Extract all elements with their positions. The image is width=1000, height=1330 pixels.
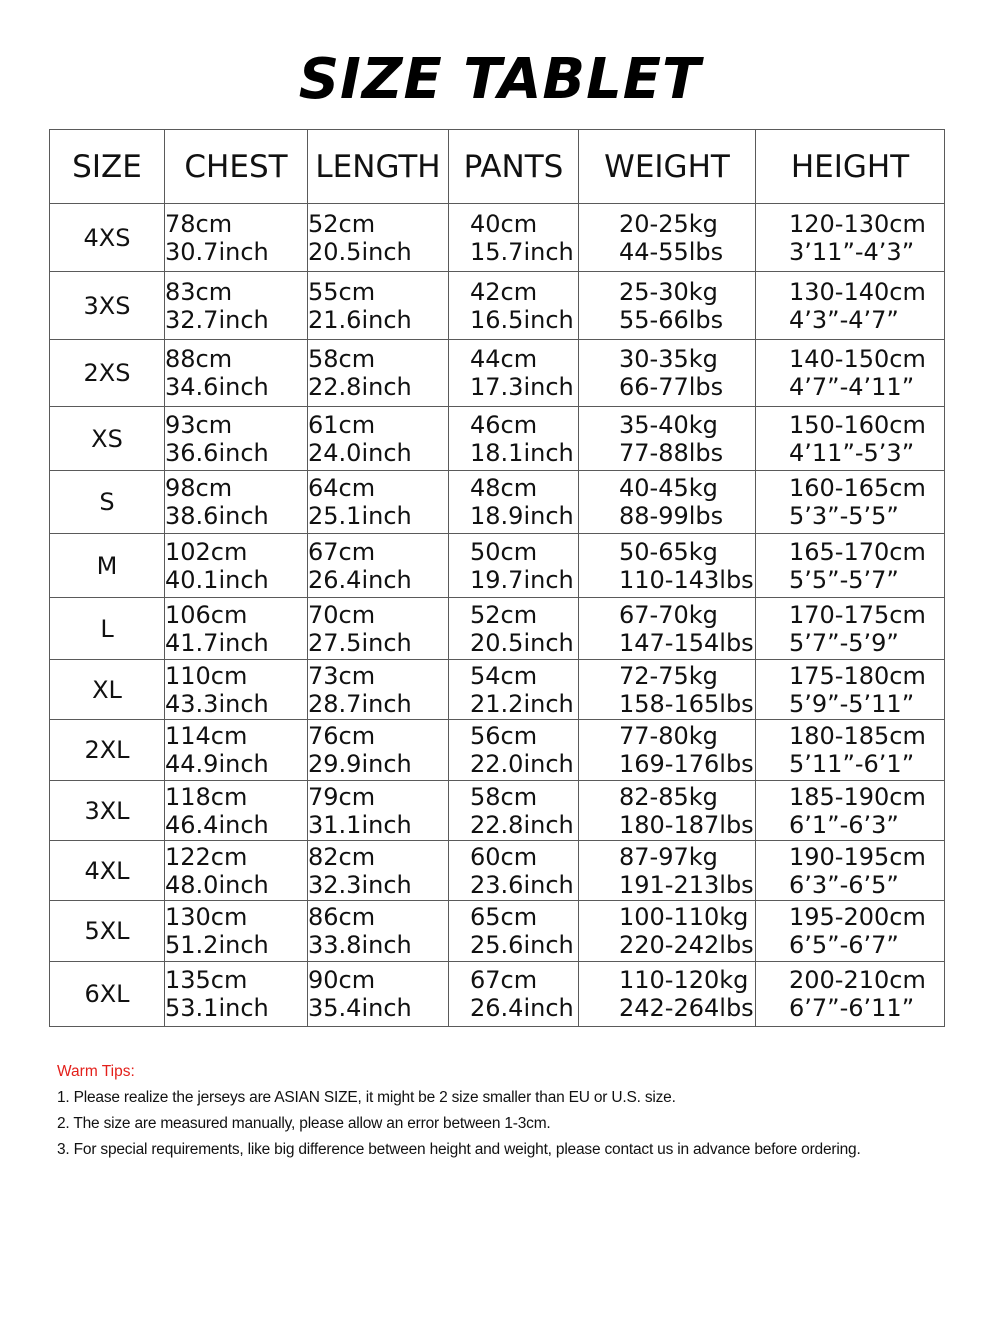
height-imperial: 6’5”-6’7” [789,931,899,959]
height-cell [756,272,945,340]
length-cell [308,534,449,598]
chest-cell [165,471,308,534]
pants-metric: 65cm [470,903,538,931]
length-cell [308,340,449,407]
weight-imperial: 110-143lbs [619,565,754,594]
chest-metric: 106cm [165,600,248,629]
pants-metric: 50cm [470,537,538,566]
chest-metric: 83cm [165,277,233,306]
chest-metric: 102cm [165,537,248,566]
height-cell [756,471,945,534]
height-metric: 150-160cm [789,410,926,439]
length-metric: 67cm [308,537,376,566]
pants-cell [449,534,579,598]
pants-cell [449,901,579,962]
chest-metric: 118cm [165,782,248,811]
pants-imperial: 22.8inch [470,810,574,839]
length-imperial: 31.1inch [308,810,412,839]
tips-title: Warm Tips: [57,1063,135,1080]
chest-metric: 130cm [165,903,248,931]
height-imperial: 5’7”-5’9” [789,628,899,657]
pants-metric: 60cm [470,842,538,871]
size-cell: 2XS [50,340,165,407]
chest-cell [165,598,308,660]
pants-cell [449,471,579,534]
size-cell: XL [50,660,165,720]
height-metric: 195-200cm [789,903,926,931]
table-row [50,471,945,534]
pants-imperial: 23.6inch [470,870,574,899]
table-row [50,407,945,471]
chest-metric: 110cm [165,661,248,690]
height-metric: 185-190cm [789,782,926,811]
chest-cell [165,272,308,340]
size-cell: XS [50,407,165,471]
size-cell: 2XL [50,720,165,781]
weight-metric: 50-65kg [619,537,718,566]
length-imperial: 25.1inch [308,502,412,530]
height-metric: 130-140cm [789,277,926,306]
weight-imperial: 44-55lbs [619,237,724,266]
height-imperial: 6’3”-6’5” [789,870,899,899]
length-cell [308,598,449,660]
chest-metric: 122cm [165,842,248,871]
header-pants: PANTS [449,130,579,204]
table-body [50,204,945,1027]
length-cell [308,720,449,781]
table-row [50,660,945,720]
length-cell [308,407,449,471]
chest-cell [165,534,308,598]
height-metric: 140-150cm [789,345,926,373]
weight-metric: 20-25kg [619,209,718,238]
size-cell: M [50,534,165,598]
size-cell: 4XS [50,204,165,272]
length-imperial: 35.4inch [308,994,412,1022]
weight-imperial: 77-88lbs [619,438,724,467]
weight-cell [579,962,756,1027]
chest-metric: 135cm [165,966,248,994]
length-imperial: 21.6inch [308,305,412,334]
weight-metric: 35-40kg [619,410,718,439]
pants-imperial: 17.3inch [470,373,574,401]
height-metric: 165-170cm [789,537,926,566]
weight-cell [579,272,756,340]
height-cell [756,781,945,841]
height-imperial: 5’5”-5’7” [789,565,899,594]
pants-imperial: 22.0inch [470,750,574,778]
height-imperial: 4’3”-4’7” [789,305,899,334]
length-metric: 70cm [308,600,376,629]
height-imperial: 6’1”-6’3” [789,810,899,839]
pants-metric: 42cm [470,277,538,306]
length-cell [308,781,449,841]
chest-cell [165,340,308,407]
size-cell: 6XL [50,962,165,1027]
length-cell [308,841,449,901]
height-imperial: 4’7”-4’11” [789,373,915,401]
table-row [50,534,945,598]
weight-cell [579,340,756,407]
pants-metric: 58cm [470,782,538,811]
size-cell: S [50,471,165,534]
weight-metric: 100-110kg [619,903,749,931]
length-cell [308,962,449,1027]
length-metric: 52cm [308,209,376,238]
chest-imperial: 30.7inch [165,237,269,266]
length-cell [308,660,449,720]
weight-metric: 25-30kg [619,277,718,306]
chest-imperial: 43.3inch [165,689,269,718]
height-cell [756,962,945,1027]
size-cell: L [50,598,165,660]
length-metric: 86cm [308,903,376,931]
height-imperial: 3’11”-4’3” [789,237,915,266]
length-imperial: 22.8inch [308,373,412,401]
height-metric: 160-165cm [789,474,926,502]
size-cell: 3XL [50,781,165,841]
length-cell [308,901,449,962]
weight-imperial: 66-77lbs [619,373,724,401]
height-cell [756,204,945,272]
chest-imperial: 53.1inch [165,994,269,1022]
weight-imperial: 242-264lbs [619,994,754,1022]
chest-cell [165,660,308,720]
weight-metric: 67-70kg [619,600,718,629]
pants-metric: 56cm [470,722,538,750]
weight-metric: 30-35kg [619,345,718,373]
pants-metric: 48cm [470,474,538,502]
pants-cell [449,598,579,660]
chest-metric: 88cm [165,345,233,373]
weight-cell [579,407,756,471]
size-cell: 5XL [50,901,165,962]
pants-metric: 67cm [470,966,538,994]
height-metric: 200-210cm [789,966,926,994]
length-metric: 79cm [308,782,376,811]
weight-cell [579,660,756,720]
pants-imperial: 25.6inch [470,931,574,959]
weight-metric: 72-75kg [619,661,718,690]
length-imperial: 33.8inch [308,931,412,959]
chest-imperial: 46.4inch [165,810,269,839]
header-chest: CHEST [165,130,308,204]
height-cell [756,407,945,471]
length-metric: 64cm [308,474,376,502]
pants-cell [449,720,579,781]
pants-metric: 54cm [470,661,538,690]
chest-metric: 114cm [165,722,248,750]
chest-imperial: 32.7inch [165,305,269,334]
length-metric: 55cm [308,277,376,306]
pants-cell [449,781,579,841]
chest-cell [165,901,308,962]
pants-cell [449,407,579,471]
pants-metric: 52cm [470,600,538,629]
height-metric: 120-130cm [789,209,926,238]
chest-cell [165,962,308,1027]
chest-imperial: 34.6inch [165,373,269,401]
weight-cell [579,471,756,534]
height-imperial: 5’11”-6’1” [789,750,915,778]
weight-imperial: 158-165lbs [619,689,754,718]
length-metric: 58cm [308,345,376,373]
table-row [50,962,945,1027]
tip-item-2: 2. The size are measured manually, please allow an error between 1-3cm. [57,1115,551,1132]
weight-cell [579,598,756,660]
length-imperial: 20.5inch [308,237,412,266]
weight-cell [579,781,756,841]
page-title: SIZE TABLET [298,47,702,112]
weight-imperial: 147-154lbs [619,628,754,657]
height-cell [756,534,945,598]
length-metric: 82cm [308,842,376,871]
weight-metric: 87-97kg [619,842,718,871]
pants-imperial: 20.5inch [470,628,574,657]
length-cell [308,471,449,534]
length-imperial: 26.4inch [308,565,412,594]
height-metric: 180-185cm [789,722,926,750]
chest-imperial: 41.7inch [165,628,269,657]
chest-cell [165,407,308,471]
tip-item-3: 3. For special requirements, like big difference between height and weight, please contact us in advance before ordering. [57,1141,861,1158]
size-cell: 4XL [50,841,165,901]
pants-imperial: 16.5inch [470,305,574,334]
chest-metric: 93cm [165,410,233,439]
tip-item-1: 1. Please realize the jerseys are ASIAN SIZE, it might be 2 size smaller than EU or U.S. size. [57,1089,676,1106]
length-imperial: 24.0inch [308,438,412,467]
chest-metric: 78cm [165,209,233,238]
height-cell [756,901,945,962]
weight-metric: 110-120kg [619,966,749,994]
weight-cell [579,901,756,962]
height-imperial: 5’9”-5’11” [789,689,915,718]
chest-imperial: 40.1inch [165,565,269,594]
pants-metric: 40cm [470,209,538,238]
chest-cell [165,720,308,781]
pants-imperial: 21.2inch [470,689,574,718]
weight-metric: 77-80kg [619,722,718,750]
chest-cell [165,781,308,841]
table-row [50,340,945,407]
height-cell [756,340,945,407]
height-metric: 175-180cm [789,661,926,690]
weight-cell [579,204,756,272]
weight-cell [579,720,756,781]
weight-cell [579,841,756,901]
header-weight: WEIGHT [579,130,756,204]
chest-imperial: 51.2inch [165,931,269,959]
height-metric: 190-195cm [789,842,926,871]
pants-metric: 46cm [470,410,538,439]
weight-cell [579,534,756,598]
chest-imperial: 44.9inch [165,750,269,778]
table-header-row [50,130,945,204]
table-row [50,598,945,660]
table-row [50,841,945,901]
length-imperial: 28.7inch [308,689,412,718]
length-imperial: 32.3inch [308,870,412,899]
chest-metric: 98cm [165,474,233,502]
header-size: SIZE [50,130,165,204]
pants-cell [449,340,579,407]
pants-cell [449,841,579,901]
length-imperial: 27.5inch [308,628,412,657]
height-cell [756,720,945,781]
chest-imperial: 48.0inch [165,870,269,899]
chest-cell [165,841,308,901]
size-cell: 3XS [50,272,165,340]
table-row [50,781,945,841]
weight-imperial: 169-176lbs [619,750,754,778]
chest-imperial: 36.6inch [165,438,269,467]
pants-cell [449,962,579,1027]
length-cell [308,204,449,272]
pants-imperial: 18.9inch [470,502,574,530]
table-row [50,204,945,272]
pants-imperial: 26.4inch [470,994,574,1022]
warm-tips [57,1062,987,1166]
height-cell [756,598,945,660]
weight-imperial: 180-187lbs [619,810,754,839]
weight-imperial: 220-242lbs [619,931,754,959]
length-metric: 73cm [308,661,376,690]
table-row [50,901,945,962]
weight-imperial: 55-66lbs [619,305,724,334]
pants-cell [449,272,579,340]
weight-imperial: 191-213lbs [619,870,754,899]
table-row [50,272,945,340]
length-imperial: 29.9inch [308,750,412,778]
length-metric: 90cm [308,966,376,994]
size-table [49,129,945,1027]
length-metric: 61cm [308,410,376,439]
header-length: LENGTH [308,130,449,204]
height-cell [756,841,945,901]
height-imperial: 5’3”-5’5” [789,502,899,530]
pants-imperial: 18.1inch [470,438,574,467]
pants-imperial: 19.7inch [470,565,574,594]
weight-imperial: 88-99lbs [619,502,724,530]
chest-imperial: 38.6inch [165,502,269,530]
weight-metric: 40-45kg [619,474,718,502]
table-row [50,720,945,781]
height-imperial: 4’11”-5’3” [789,438,915,467]
pants-cell [449,660,579,720]
height-cell [756,660,945,720]
weight-metric: 82-85kg [619,782,718,811]
height-imperial: 6’7”-6’11” [789,994,915,1022]
length-metric: 76cm [308,722,376,750]
height-metric: 170-175cm [789,600,926,629]
header-height: HEIGHT [756,130,945,204]
chest-cell [165,204,308,272]
pants-metric: 44cm [470,345,538,373]
pants-cell [449,204,579,272]
pants-imperial: 15.7inch [470,237,574,266]
length-cell [308,272,449,340]
